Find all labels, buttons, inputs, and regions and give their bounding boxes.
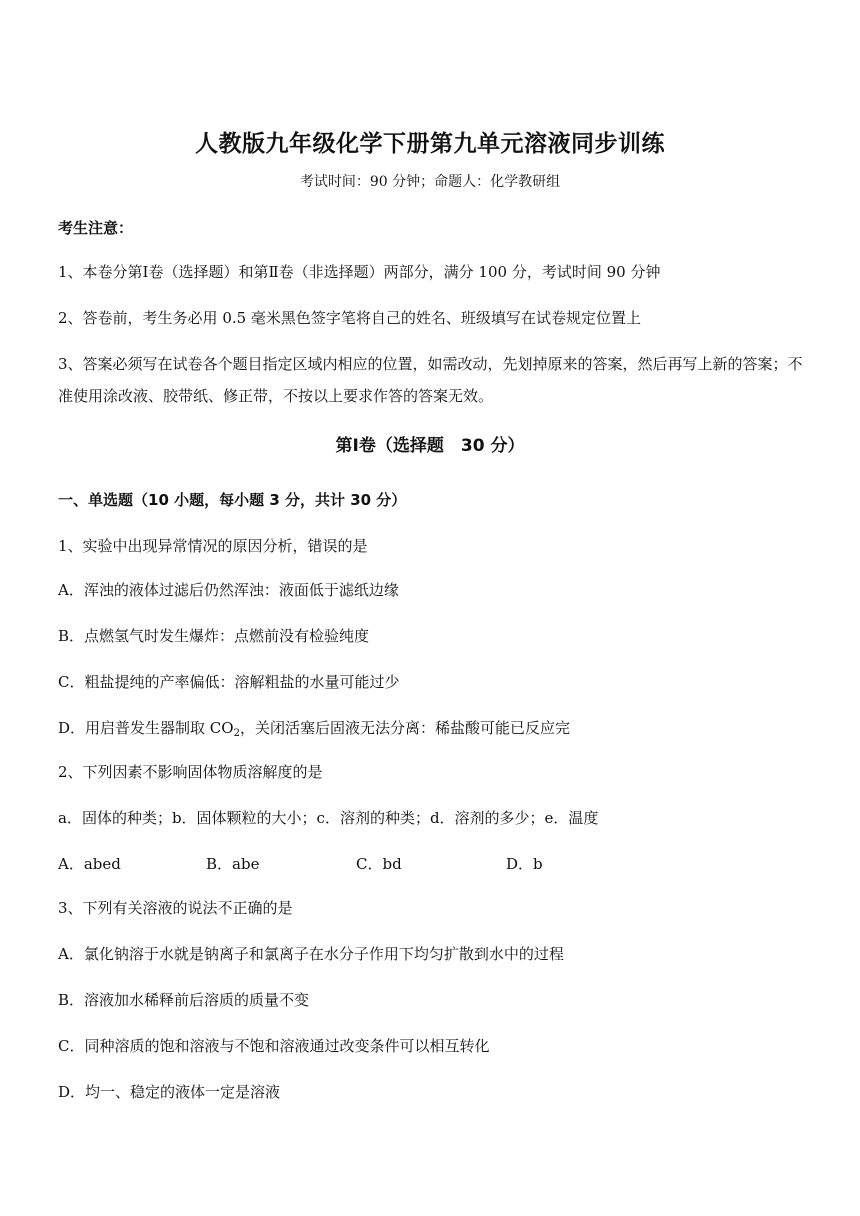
question-option: A．abed — [58, 855, 121, 873]
option-text: D．用启普发生器制取 CO — [58, 719, 234, 737]
question-option: B．点燃氢气时发生爆炸：点燃前没有检验纯度 — [58, 627, 370, 645]
question-option — [58, 718, 808, 738]
question-stem: 2、下列因素不影响固体物质溶解度的是 — [58, 763, 323, 781]
notice-heading: 考生注意： — [58, 219, 134, 237]
question-option: C．同种溶质的饱和溶液与不饱和溶液通过改变条件可以相互转化 — [58, 1037, 490, 1055]
question-option: B．溶液加水稀释前后溶质的质量不变 — [58, 991, 310, 1009]
part-heading: 一、单选题（10 小题，每小题 3 分，共计 30 分） — [58, 491, 407, 509]
question-detail: a．固体的种类；b．固体颗粒的大小；c．溶剂的种类；d．溶剂的多少；e．温度 — [58, 809, 599, 827]
question-option: A．浑浊的液体过滤后仍然浑浊：液面低于滤纸边缘 — [58, 581, 399, 599]
document-title: 人教版九年级化学下册第九单元溶液同步训练 — [195, 131, 665, 157]
option-text: ，关闭活塞后固液无法分离：稀盐酸可能已反应完 — [239, 719, 570, 737]
question-option: C．bd — [356, 855, 402, 873]
question-stem: 3、下列有关溶液的说法不正确的是 — [58, 899, 293, 917]
question-option: C．粗盐提纯的产率偏低：溶解粗盐的水量可能过少 — [58, 673, 400, 691]
question-option: D．均一、稳定的液体一定是溶液 — [58, 1083, 281, 1101]
question-option: A．氯化钠溶于水就是钠离子和氯离子在水分子作用下均匀扩散到水中的过程 — [58, 945, 564, 963]
notice-item: 3、答案必须写在试卷各个题目指定区域内相应的位置，如需改动，先划掉原来的答案，然后再写上新的答案；不准使用涂改液、胶带纸、修正带，不按以上要求作答的答案无效。 — [58, 355, 803, 405]
question-option: B．abe — [206, 855, 260, 873]
notice-item: 1、本卷分第Ⅰ卷（选择题）和第Ⅱ卷（非选择题）两部分，满分 100 分，考试时间 90 分钟 — [58, 263, 661, 281]
subscript: 2 — [233, 728, 240, 739]
question-stem: 1、实验中出现异常情况的原因分析，错误的是 — [58, 537, 368, 555]
section-title: 第Ⅰ卷（选择题 30 分） — [335, 436, 525, 456]
question-option: D．b — [506, 855, 543, 873]
document-subtitle: 考试时间：90 分钟；命题人：化学教研组 — [299, 174, 561, 190]
notice-item: 2、答卷前，考生务必用 0.5 毫米黑色签字笔将自己的姓名、班级填写在试卷规定位置上 — [58, 309, 641, 327]
